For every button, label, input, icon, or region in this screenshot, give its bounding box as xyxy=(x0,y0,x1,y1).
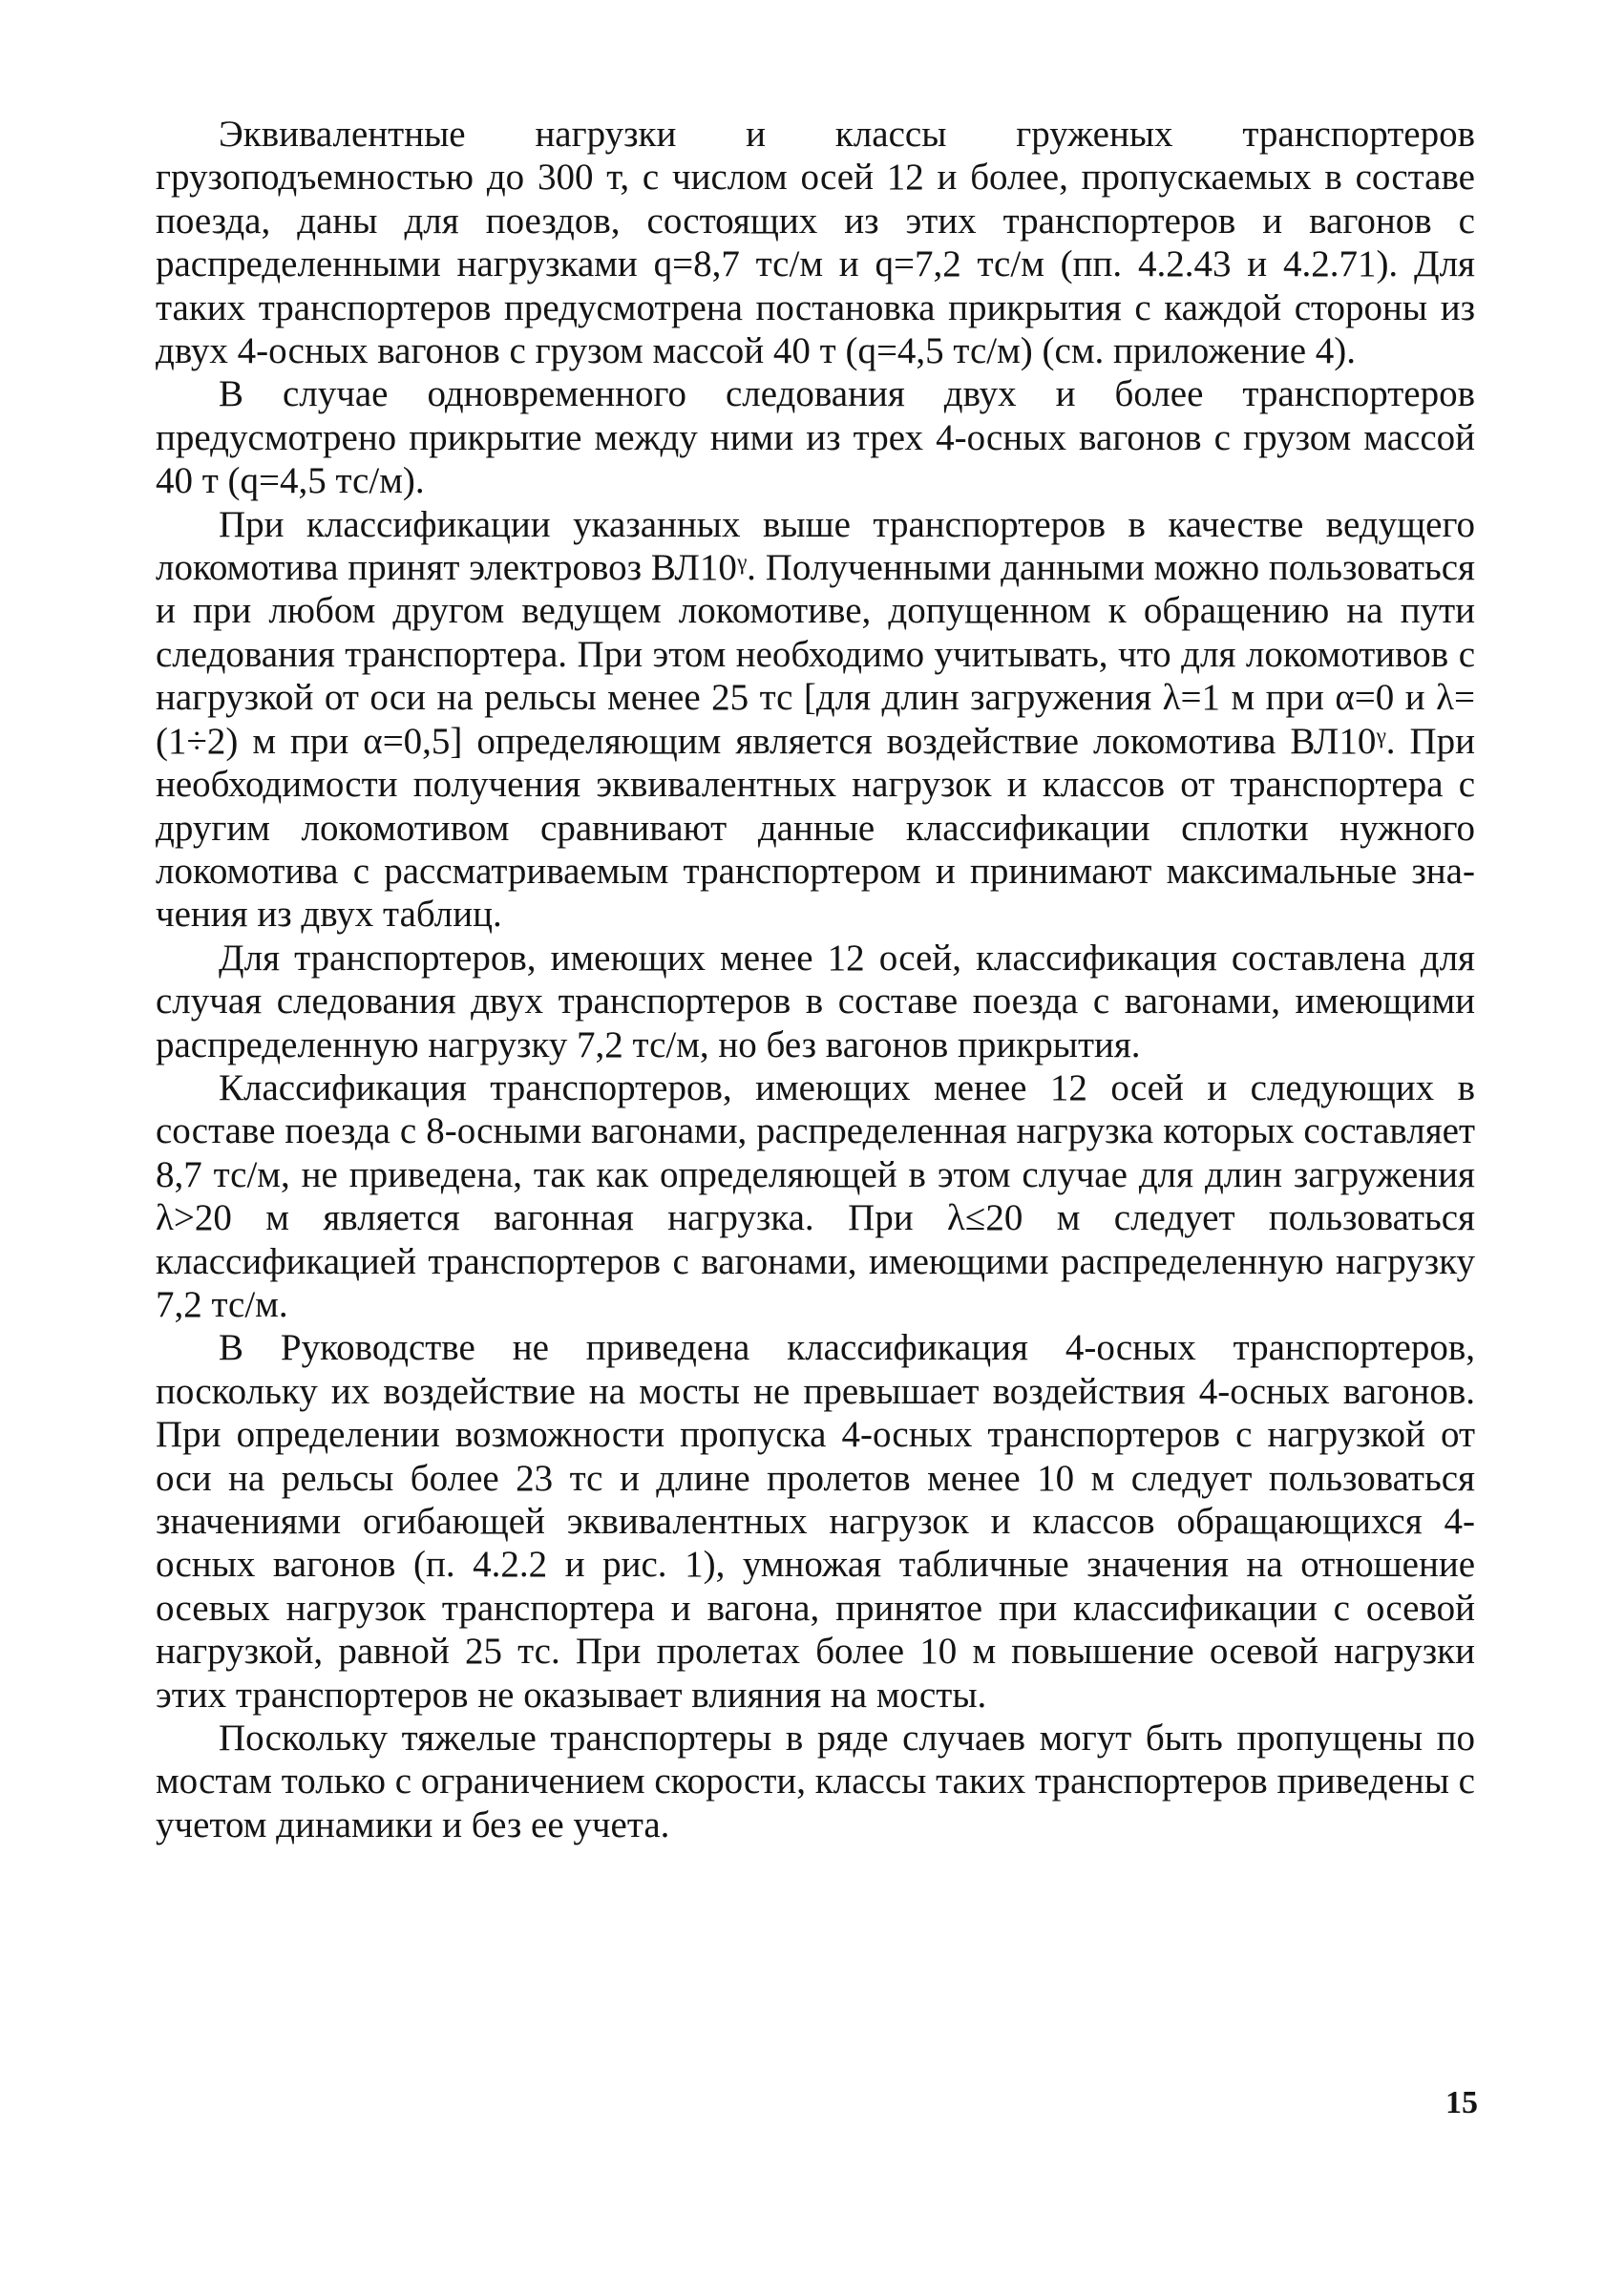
paragraph-4: Для транспортеров, имеющих менее 12 осей, классификация составлена для случая следования двух транспортеров в составе поезда с вагонами, имеющими распределенную нагрузку 7,2 тс/м, но без вагонов прикрытия. xyxy=(156,937,1475,1065)
paragraph-6: В Руководстве не приведена классификация 4-осных транспортеров, поскольку их воздействие на мосты не превышает воздействия 4-осных вагонов. При определении возможности пропуска 4-осных транспортеров с нагрузкой от оси на рельсы более 23 тс и длине пролетов менее 10 м следует пользоваться значениями огибающей эквивалентных нагрузок и классов обращающихся 4-осных вагонов (п. 4.2.2 и рис. 1), умножая табличные значения на отношение осевых нагрузок транспортера и вагона, принятое при классификации с осевой нагрузкой, равной 25 тс. При пролетах более 10 м повышение осевой нагрузки этих транспортеров не оказывает влияния на мосты. xyxy=(156,1327,1475,1716)
paragraph-7: Поскольку тяжелые транспортеры в ряде случаев могут быть пропущены по мостам только с ограничением скорости, классы таких транспортеров приведены с учетом динамики и без ее учета. xyxy=(156,1718,1475,1845)
page-number: 15 xyxy=(1445,2085,1478,2120)
paragraph-1: Эквивалентные нагрузки и классы груженых транспортеров грузоподъемностью до 300 т, с числом осей 12 и более, пропускаемых в составе поезда, даны для поездов, состоящих из этих транспортеров и вагонов с распределенными нагрузками q=8,7 тс/м и q=7,2 тс/м (пп. 4.2.43 и 4.2.71). Для таких транспортеров предусмотрена постановка прикрытия с каждой стороны из двух 4-осных вагонов с грузом массой 40 т (q=4,5 тс/м) (см. приложение 4). xyxy=(156,114,1475,372)
paragraph-5: Классификация транспортеров, имеющих менее 12 осей и следующих в составе поезда с 8-осными вагонами, распределенная нагрузка которых составляет 8,7 тс/м, не приведена, так как определяющей в этом случае для длин загружения λ>20 м является вагонная нагрузка. При λ≤20 м следует пользоваться классификацией транспортеров с вагонами, имеющими распределенную нагрузку 7,2 тс/м. xyxy=(156,1066,1475,1325)
paragraph-2: В случае одновременного следования двух и более транспортеров предусмотрено прикрытие между ними из трех 4-осных вагонов с грузом массой 40 т (q=4,5 тс/м). xyxy=(156,373,1475,502)
paragraph-3: При классификации указанных выше транспортеров в качестве ведущего локомотива принят электровоз ВЛ10ᵞ. Полученными данными можно пользоваться и при любом другом ведущем локомотиве, допущенном к обращению на пути следования транспортера. При этом необходимо учитывать, что для локомотивов с нагрузкой от оси на рельсы менее 25 тс [для длин загружения λ=1 м при α=0 и λ=(1÷2) м при α=0,5] определяющим является воздействие локомотива ВЛ10ᵞ. При необходимости получения эквивалентных нагрузок и классов от транспортера с другим локомотивом сравнивают данные классификации сплотки нужного локомотива с рассматриваемым транспортером и принимают максимальные значения из двух таблиц. xyxy=(156,503,1475,936)
body-text xyxy=(156,113,1475,1846)
